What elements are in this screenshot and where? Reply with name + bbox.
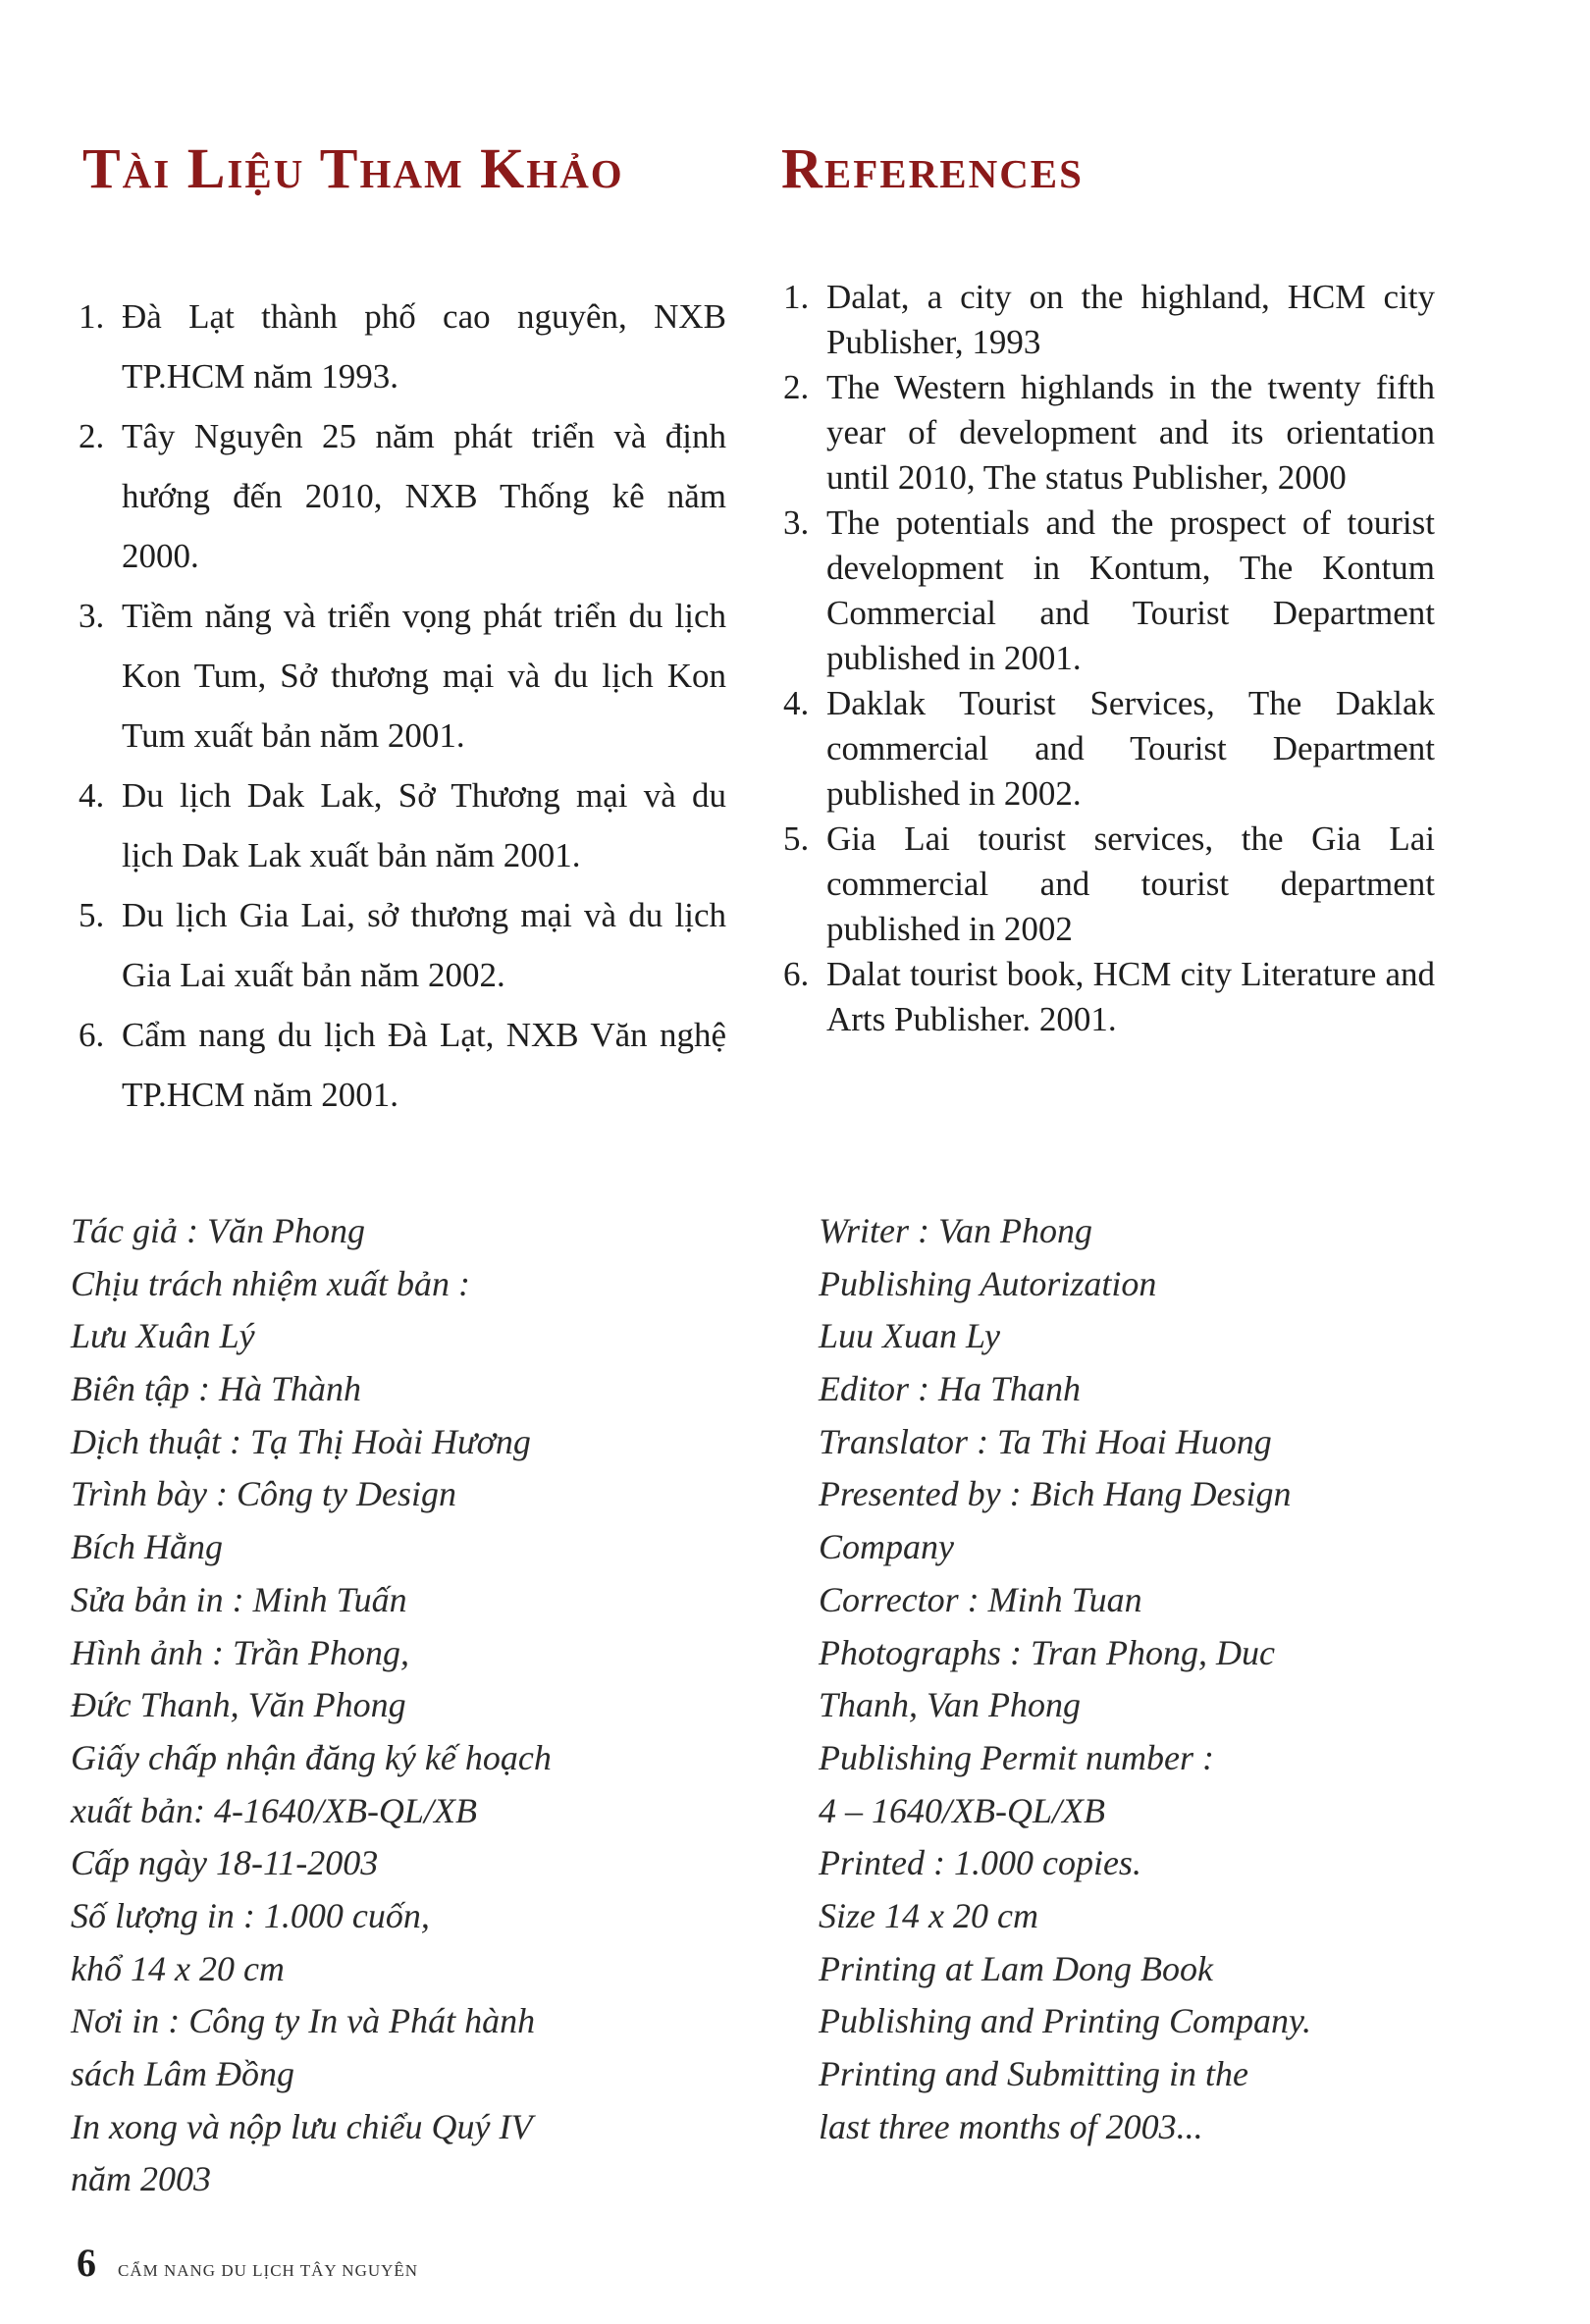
credit-line: Bích Hằng bbox=[71, 1527, 223, 1567]
reference-text: The Western highlands in the twenty fifth year of development and its orientation until 2010, The status Publisher, 2000 bbox=[826, 368, 1435, 497]
credit-line: Dịch thuật : Tạ Thị Hoài Hương bbox=[71, 1421, 531, 1461]
publishing-credits-vietnamese bbox=[71, 1205, 552, 2206]
credit-line: last three months of 2003... bbox=[819, 2106, 1203, 2146]
credit-line: năm 2003 bbox=[71, 2159, 211, 2199]
reference-item bbox=[79, 766, 726, 885]
reference-number: 3. bbox=[783, 503, 810, 542]
page-footer bbox=[77, 2240, 418, 2286]
reference-item bbox=[783, 365, 1435, 501]
reference-text: Du lịch Dak Lak, Sở Thương mại và du lịch Dak Lak xuất bản năm 2001. bbox=[122, 776, 726, 874]
credit-line: Biên tập : Hà Thành bbox=[71, 1369, 361, 1409]
credit-line: Thanh, Van Phong bbox=[819, 1685, 1082, 1725]
credit-line: khổ 14 x 20 cm bbox=[71, 1948, 285, 1988]
credit-line: Lưu Xuân Lý bbox=[71, 1316, 255, 1356]
reference-text: Đà Lạt thành phố cao nguyên, NXB TP.HCM năm 1993. bbox=[122, 297, 726, 396]
credit-line: Publishing Autorization bbox=[819, 1263, 1157, 1303]
credit-line: Writer : Van Phong bbox=[819, 1211, 1092, 1250]
reference-number: 6. bbox=[79, 1016, 105, 1054]
credit-line: Luu Xuan Ly bbox=[819, 1316, 1000, 1356]
credit-line: Photographs : Tran Phong, Duc bbox=[819, 1632, 1276, 1672]
credit-line: Hình ảnh : Trần Phong, bbox=[71, 1632, 410, 1672]
reference-item bbox=[783, 681, 1435, 817]
reference-item bbox=[783, 501, 1435, 681]
page-number: 6 bbox=[77, 2241, 96, 2285]
credit-line: Publishing Permit number : bbox=[819, 1737, 1214, 1777]
reference-text: Gia Lai tourist services, the Gia Lai commercial and tourist department published in 2002 bbox=[826, 819, 1435, 948]
reference-list-vietnamese bbox=[79, 287, 726, 1125]
reference-item bbox=[79, 586, 726, 766]
reference-item bbox=[79, 406, 726, 586]
credit-line: Translator : Ta Thi Hoai Huong bbox=[819, 1421, 1272, 1461]
credit-line: Giấy chấp nhận đăng ký kế hoạch bbox=[71, 1737, 552, 1777]
reference-number: 4. bbox=[783, 684, 810, 722]
reference-number: 5. bbox=[783, 819, 810, 858]
credit-line: Nơi in : Công ty In và Phát hành bbox=[71, 2001, 536, 2041]
reference-text: Dalat tourist book, HCM city Literature and Arts Publisher. 2001. bbox=[826, 955, 1435, 1038]
reference-text: Tiềm năng và triển vọng phát triển du lịch Kon Tum, Sở thương mại và du lịch Kon Tum xuất bản năm 2001. bbox=[122, 597, 726, 755]
credit-line: Đức Thanh, Văn Phong bbox=[71, 1685, 406, 1725]
credit-line: Printed : 1.000 copies. bbox=[819, 1843, 1141, 1883]
credit-line: In xong và nộp lưu chiểu Quý IV bbox=[71, 2106, 533, 2146]
credit-line: Corrector : Minh Tuan bbox=[819, 1579, 1142, 1619]
publishing-credits-english bbox=[819, 1205, 1311, 2153]
reference-item bbox=[783, 952, 1435, 1042]
reference-number: 3. bbox=[79, 597, 105, 635]
reference-text: Du lịch Gia Lai, sở thương mại và du lịch Gia Lai xuất bản năm 2002. bbox=[122, 896, 726, 994]
reference-text: The potentials and the prospect of tourist development in Kontum, The Kontum Commercial and Tourist Department published in 2001. bbox=[826, 503, 1435, 677]
reference-text: Daklak Tourist Services, The Daklak commercial and Tourist Department published in 2002. bbox=[826, 684, 1435, 813]
reference-item bbox=[79, 1005, 726, 1125]
reference-number: 1. bbox=[783, 278, 810, 316]
reference-number: 1. bbox=[79, 297, 105, 336]
reference-text: Cẩm nang du lịch Đà Lạt, NXB Văn nghệ TP.HCM năm 2001. bbox=[122, 1016, 726, 1114]
credit-line: Editor : Ha Thanh bbox=[819, 1369, 1082, 1409]
credit-line: xuất bản: 4-1640/XB-QL/XB bbox=[71, 1790, 477, 1830]
reference-number: 2. bbox=[783, 368, 810, 406]
credit-line: Sửa bản in : Minh Tuấn bbox=[71, 1579, 407, 1619]
credit-line: 4 – 1640/XB-QL/XB bbox=[819, 1790, 1105, 1830]
credit-line: Size 14 x 20 cm bbox=[819, 1895, 1038, 1935]
reference-list-english bbox=[783, 275, 1435, 1042]
reference-number: 6. bbox=[783, 955, 810, 993]
running-footer-title: CẨM NANG DU LỊCH TÂY NGUYÊN bbox=[118, 2261, 419, 2280]
references-heading-english: References bbox=[781, 136, 1084, 200]
credit-line: Company bbox=[819, 1527, 954, 1567]
reference-number: 5. bbox=[79, 896, 105, 934]
credit-line: Printing at Lam Dong Book bbox=[819, 1948, 1213, 1988]
reference-number: 2. bbox=[79, 417, 105, 455]
credit-line: Presented by : Bich Hang Design bbox=[819, 1474, 1292, 1514]
credit-line: Tác giả : Văn Phong bbox=[71, 1211, 365, 1250]
reference-text: Tây Nguyên 25 năm phát triển và định hướng đến 2010, NXB Thống kê năm 2000. bbox=[122, 417, 726, 575]
credit-line: Printing and Submitting in the bbox=[819, 2054, 1248, 2093]
reference-item bbox=[79, 885, 726, 1005]
credit-line: Chịu trách nhiệm xuất bản : bbox=[71, 1263, 470, 1303]
credit-line: sách Lâm Đồng bbox=[71, 2054, 295, 2093]
references-heading-vietnamese: Tài Liệu Tham Khảo bbox=[82, 136, 624, 200]
reference-item bbox=[79, 287, 726, 406]
credit-line: Trình bày : Công ty Design bbox=[71, 1474, 456, 1514]
credit-line: Số lượng in : 1.000 cuốn, bbox=[71, 1895, 430, 1935]
reference-item bbox=[783, 817, 1435, 952]
credit-line: Publishing and Printing Company. bbox=[819, 2001, 1312, 2041]
reference-number: 4. bbox=[79, 776, 105, 815]
credit-line: Cấp ngày 18-11-2003 bbox=[71, 1843, 379, 1883]
reference-text: Dalat, a city on the highland, HCM city Publisher, 1993 bbox=[826, 278, 1435, 361]
reference-item bbox=[783, 275, 1435, 365]
